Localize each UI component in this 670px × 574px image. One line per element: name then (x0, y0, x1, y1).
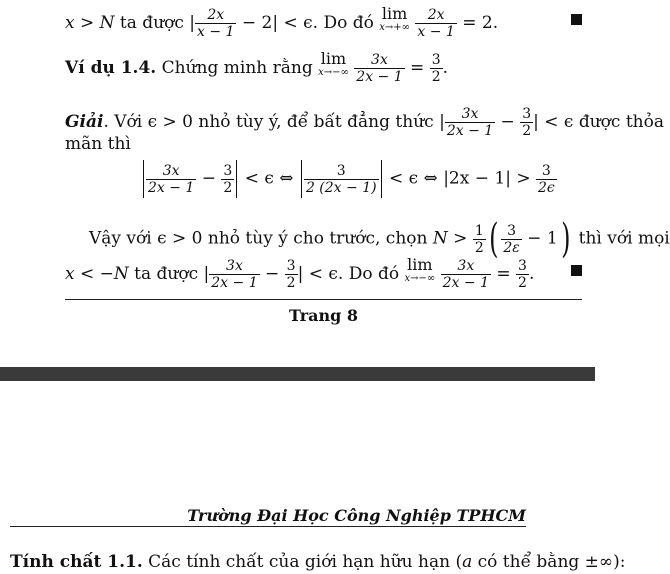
page-number: Trang 8 (288, 306, 359, 325)
fraction: $\frac{3}{2\varepsilon}$ (503, 222, 520, 256)
fraction: $\frac{3x}{2x - 1}$ (211, 258, 258, 291)
limit-line-2: x < −N ta được | $\frac{3x}{2x - 1}$ − $\frac{3}{2}$ | < ϵ. Do đó lim x→−∞ $\frac{3x}{2x - 1}$ = $\frac{3}{2}$ . (65, 255, 535, 291)
fraction: $\frac{3x}{2x - 1}$ (446, 106, 494, 139)
limit-operator: lim x→+∞ (379, 4, 410, 33)
fraction: $\frac{3x}{2x - 1}$ (356, 52, 403, 85)
header-rule (10, 526, 526, 527)
fraction: $\frac{3}{2}$ (286, 258, 296, 291)
qed-square-icon (571, 14, 582, 25)
solution-line: Giải. Với ϵ > 0 nhỏ tùy ý, để bất đẳng thức | $\frac{3x}{2x - 1}$ − $\frac{3}{2}$ | < ϵ được thỏa (65, 106, 664, 139)
solution-line-2: mãn thì (65, 134, 131, 154)
fraction: $\frac{3}{2}$ (522, 106, 532, 139)
limit-line-1: x > N ta được | $\frac{2x}{x - 1}$ − 2| < ϵ. Do đó lim x→+∞ $\frac{2x}{x - 1}$ = 2. (65, 4, 499, 40)
limit-operator: lim x→−∞ (404, 255, 436, 284)
page-separator (0, 367, 595, 381)
example-1-4: Ví dụ 1.4. Chứng minh rằng lim x→−∞ $\frac{3x}{2x - 1}$ = $\frac{3}{2}$ . (65, 49, 449, 85)
running-header: Trường Đại Học Công Nghiệp TPHCM (187, 506, 526, 525)
choose-n-line: Vậy với ϵ > 0 nhỏ tùy ý cho trước, chọn N > $\frac{1}{2}$ ( $\frac{3}{2\varepsilon}$ − 1) thì với mọi (89, 216, 670, 262)
fraction: $\frac{1}{2}$ (474, 222, 484, 256)
fraction: $\frac{3}{2}$ (223, 162, 233, 196)
fraction: $\frac{3x}{2x - 1}$ (148, 162, 195, 196)
fraction: $\frac{2x}{x - 1}$ (197, 7, 235, 40)
footer-rule (65, 299, 582, 300)
fraction: $\frac{2x}{x - 1}$ (417, 7, 455, 40)
fraction: $\frac{3x}{2x - 1}$ (442, 258, 489, 291)
limit-operator: lim x→−∞ (318, 49, 349, 78)
fraction: $\frac{3}{2 (2x - 1)}$ (305, 162, 377, 196)
property-1-1: Tính chất 1.1. Các tính chất của giới hạn hữu hạn (a có thể bằng ±∞): (10, 552, 626, 572)
display-equation: $\frac{3x}{2x - 1}$ − $\frac{3}{2}$ < ϵ ⇔ $\frac{3}{2 (2x - 1)}$ < ϵ ⇔ |2x − 1| > $\frac{3}{2\epsilon}$ (141, 160, 557, 198)
fraction: $\frac{3}{2}$ (431, 52, 441, 85)
fraction: $\frac{3}{2\epsilon}$ (537, 162, 555, 196)
qed-square-icon (571, 265, 582, 276)
fraction: $\frac{3}{2}$ (518, 258, 527, 291)
